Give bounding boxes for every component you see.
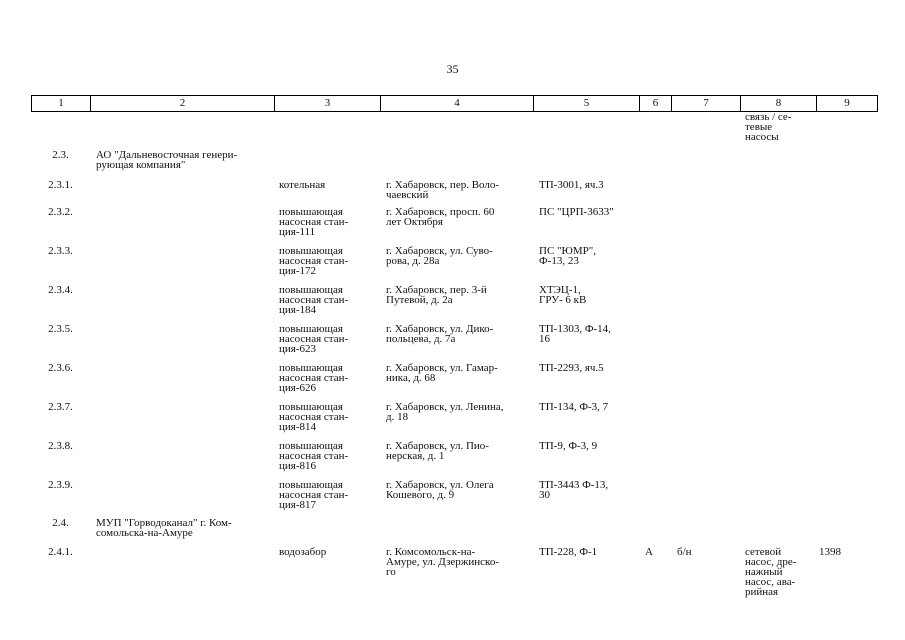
- cell-object: повышающая насосная стан- ция-814: [279, 401, 349, 433]
- cell-address: г. Хабаровск, ул. Пио- нерская, д. 1: [386, 440, 489, 462]
- header-col-9: 9: [817, 96, 878, 112]
- table-row-continuation: [31, 112, 877, 150]
- cell-address: г. Комсомольск-на- Амуре, ул. Дзержинско- го: [386, 546, 500, 578]
- table-row: [31, 324, 877, 363]
- cell-object: котельная: [279, 179, 326, 191]
- header-col-8: 8: [741, 96, 817, 112]
- cell-address: г. Хабаровск, ул. Суво- рова, д. 28а: [386, 245, 493, 267]
- cell-object: повышающая насосная стан- ция-626: [279, 362, 349, 394]
- cell-supply: ПС "ЮМР", Ф-13, 23: [539, 245, 596, 267]
- table-row: [31, 547, 877, 607]
- cell-supply: ТП-9, Ф-3, 9: [539, 440, 598, 452]
- cell-equipment: сетевой насос, дре- нажный насос, ава- рийная: [745, 546, 797, 598]
- header-col-6: 6: [640, 96, 672, 112]
- cell-col-7: б/н: [677, 546, 692, 558]
- cell-number: 2.3.9.: [48, 479, 73, 491]
- header-col-1: 1: [32, 96, 91, 112]
- header-col-7: 7: [672, 96, 741, 112]
- cell-object: повышающая насосная стан- ция-184: [279, 284, 349, 316]
- cell-number: 2.3.: [52, 149, 69, 161]
- table-body: [31, 112, 877, 607]
- table-header: [31, 95, 878, 112]
- cell-supply: ТП-228, Ф-1: [539, 546, 598, 558]
- cell-object: повышающая насосная стан- ция-817: [279, 479, 349, 511]
- cell-address: г. Хабаровск, просп. 60 лет Октября: [386, 206, 495, 228]
- table-row: [31, 363, 877, 402]
- page-number: 35: [446, 62, 459, 76]
- cell-address: г. Хабаровск, ул. Гамар- ника, д. 68: [386, 362, 498, 384]
- cell-number: 2.3.2.: [48, 206, 73, 218]
- table-row: [31, 180, 877, 207]
- table-row: [31, 441, 877, 480]
- cell-organization: АО "Дальневосточная генери- рующая компания": [96, 149, 238, 171]
- cell-supply: ПС "ЦРП-3633": [539, 206, 614, 218]
- header-col-2: 2: [91, 96, 275, 112]
- cell-col-9: 1398: [819, 546, 841, 558]
- cell-number: 2.4.1.: [48, 546, 73, 558]
- cell-number: 2.3.1.: [48, 179, 73, 191]
- table-row: [31, 207, 877, 246]
- cell-supply: ТП-1303, Ф-14, 16: [539, 323, 611, 345]
- table-row: [31, 518, 877, 547]
- cell-number: 2.3.4.: [48, 284, 73, 296]
- cell-object: повышающая насосная стан- ция-111: [279, 206, 349, 238]
- cell-number: 2.3.7.: [48, 401, 73, 413]
- header-col-4: 4: [381, 96, 534, 112]
- table-row: [31, 246, 877, 285]
- cell-address: г. Хабаровск, ул. Ленина, д. 18: [386, 401, 504, 423]
- header-col-3: 3: [275, 96, 381, 112]
- cell-number: 2.3.5.: [48, 323, 73, 335]
- cell-object: водозабор: [279, 546, 327, 558]
- cell-address: г. Хабаровск, ул. Дико- польцева, д. 7а: [386, 323, 494, 345]
- cell-number: 2.3.6.: [48, 362, 73, 374]
- cell-supply: ТП-134, Ф-3, 7: [539, 401, 609, 413]
- cell-supply: ХТЭЦ-1, ГРУ- 6 кВ: [539, 284, 587, 306]
- cell-number: 2.4.: [52, 517, 69, 529]
- cell-category: А: [645, 546, 653, 558]
- cell-address: г. Хабаровск, ул. Олега Кошевого, д. 9: [386, 479, 494, 501]
- cell-supply: ТП-2293, яч.5: [539, 362, 604, 374]
- header-col-5: 5: [534, 96, 640, 112]
- cell-object: повышающая насосная стан- ция-623: [279, 323, 349, 355]
- cell-number: 2.3.8.: [48, 440, 73, 452]
- table-row: [31, 150, 877, 180]
- cell-address: г. Хабаровск, пер. Воло- чаевский: [386, 179, 500, 201]
- cell-supply: ТП-3001, яч.3: [539, 179, 604, 191]
- cell-object: повышающая насосная стан- ция-172: [279, 245, 349, 277]
- table-row: [31, 285, 877, 324]
- table-row: [31, 480, 877, 518]
- cell-supply: ТП-3443 Ф-13, 30: [539, 479, 609, 501]
- cell-organization: МУП "Горводоканал" г. Ком- сомольска-на-Амуре: [96, 517, 232, 539]
- cell-address: г. Хабаровск, пер. 3-й Путевой, д. 2а: [386, 284, 487, 306]
- cell-object: повышающая насосная стан- ция-816: [279, 440, 349, 472]
- table-row: [31, 402, 877, 441]
- cell-number: 2.3.3.: [48, 245, 73, 257]
- cell-col-8: связь / се- тевые насосы: [745, 111, 792, 143]
